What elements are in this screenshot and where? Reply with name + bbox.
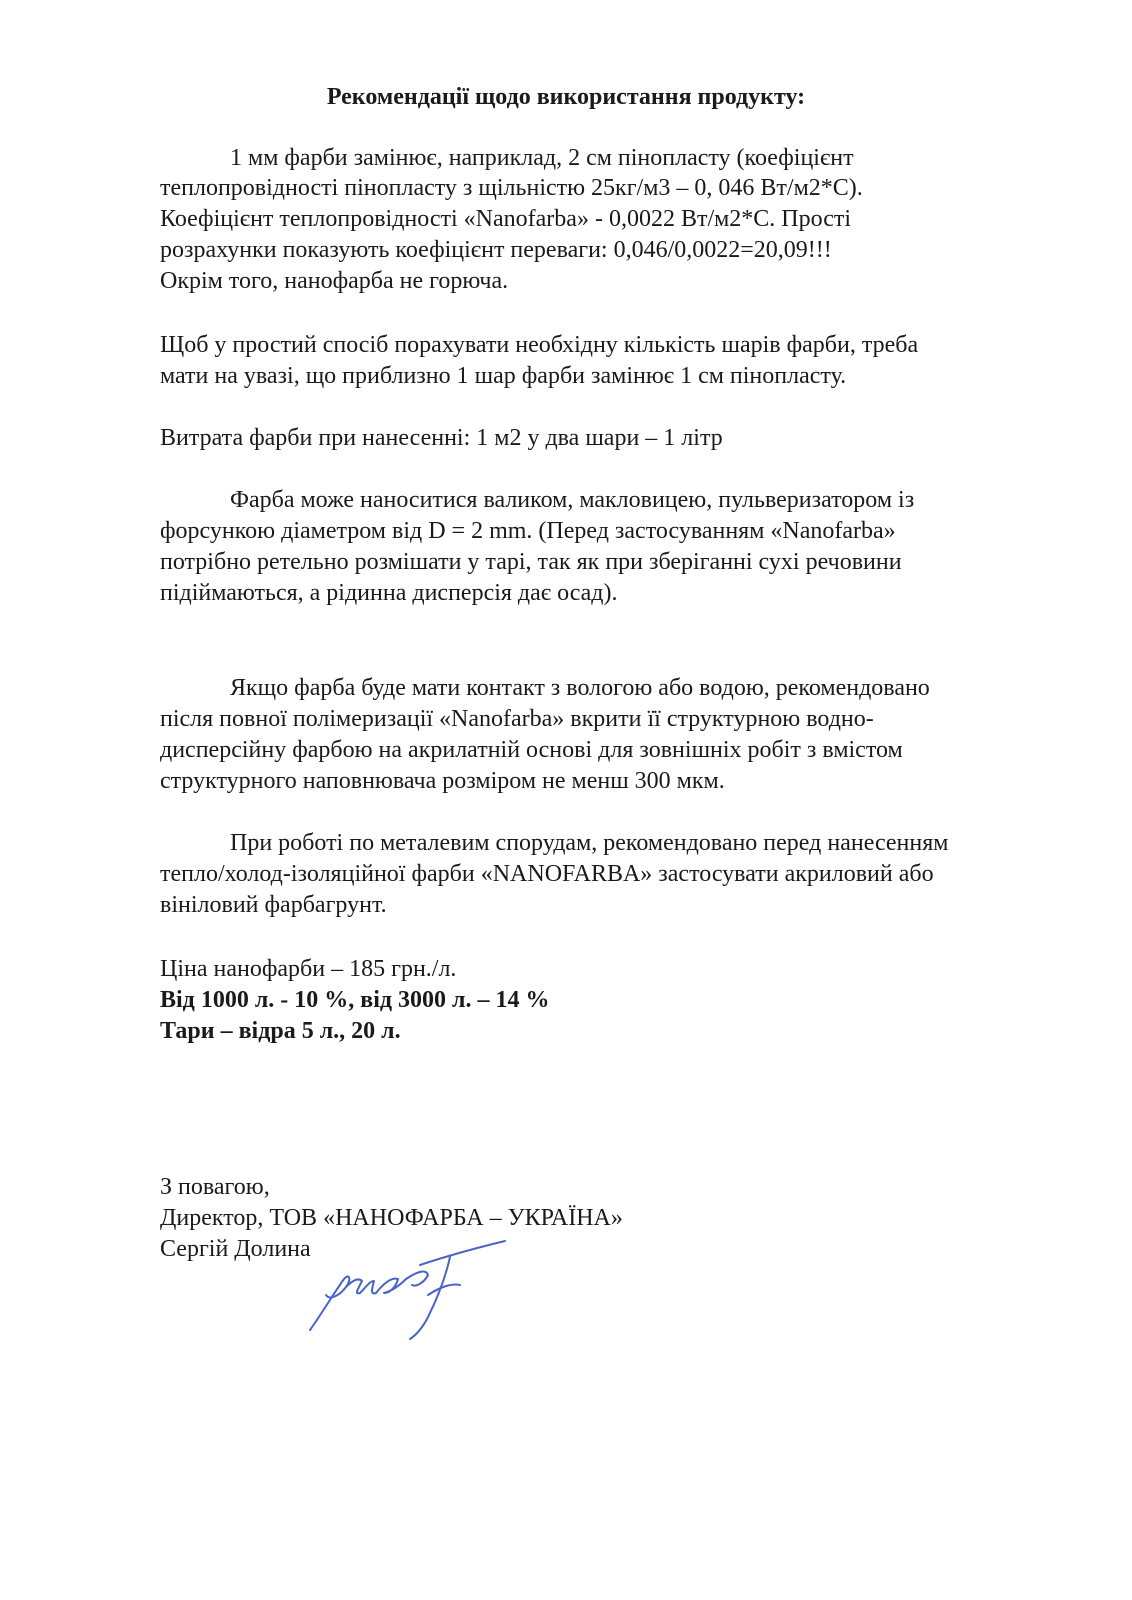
p5-line-1: Якщо фарба буде мати контакт з вологою або водою, рекомендовано — [230, 675, 930, 701]
p4-line-1: Фарба може наноситися валиком, макловицею, пульверизатором із — [230, 487, 915, 513]
p4-line-3: потрібно ретельно розмішати у тарі, так як при зберіганні сухі речовини — [160, 549, 902, 575]
p1-line-5: Окрім того, нанофарба не горюча. — [160, 268, 509, 294]
p2-line-1: Щоб у простий спосіб порахувати необхідну кількість шарів фарби, треба — [160, 332, 919, 358]
p5-line-4: структурного наповнювача розміром не менш 300 мкм. — [160, 768, 725, 794]
p1-line-2: теплопровідності пінопласту з щільністю 25кг/м3 – 0, 046 Вт/м2*С). — [160, 175, 863, 201]
signer-position: Директор, ТОВ «НАНОФАРБА – УКРАЇНА» — [160, 1205, 623, 1231]
p5-line-2: після повної полімеризації «Nanofarba» вкрити її структурною водно- — [160, 706, 874, 732]
signature-strokes — [310, 1241, 505, 1339]
p1-line-4: розрахунки показують коефіцієнт переваги: 0,046/0,0022=20,09!!! — [160, 237, 832, 263]
p6-line-2: тепло/холод-ізоляційної фарби «NANOFARBA» застосувати акриловий або — [160, 861, 934, 887]
p6-line-3: вініловий фарбагрунт. — [160, 892, 387, 918]
p2-line-2: мати на увазі, що приблизно 1 шар фарби замінює 1 см пінопласту. — [160, 363, 847, 389]
closing-greeting: З повагою, — [160, 1174, 270, 1200]
p4-line-4: підіймаються, а рідинна дисперсія дає осад). — [160, 580, 618, 606]
price-line: Ціна нанофарби – 185 грн./л. — [160, 956, 457, 982]
document-title: Рекомендації щодо використання продукту: — [326, 84, 806, 110]
packaging-line: Тари – відра 5 л., 20 л. — [160, 1018, 401, 1044]
p5-line-3: дисперсійну фарбою на акрилатній основі для зовнішніх робіт з вмістом — [160, 737, 903, 763]
p4-line-2: форсункою діаметром від D = 2 mm. (Перед застосуванням «Nanofarba» — [160, 518, 896, 544]
p6-line-1: При роботі по металевим спорудам, рекомендовано перед нанесенням — [230, 830, 949, 856]
handwritten-signature — [300, 1235, 520, 1345]
discount-line: Від 1000 л. - 10 %, від 3000 л. – 14 % — [160, 987, 550, 1013]
signer-name: Сергій Долина — [160, 1236, 311, 1262]
p3-line-1: Витрата фарби при нанесенні: 1 м2 у два шари – 1 літр — [160, 425, 723, 451]
p1-line-3: Коефіцієнт теплопровідності «Nanofarba» - 0,0022 Вт/м2*С. Прості — [160, 206, 852, 232]
p1-line-1: 1 мм фарби замінює, наприклад, 2 см пінопласту (коефіцієнт — [230, 145, 854, 171]
